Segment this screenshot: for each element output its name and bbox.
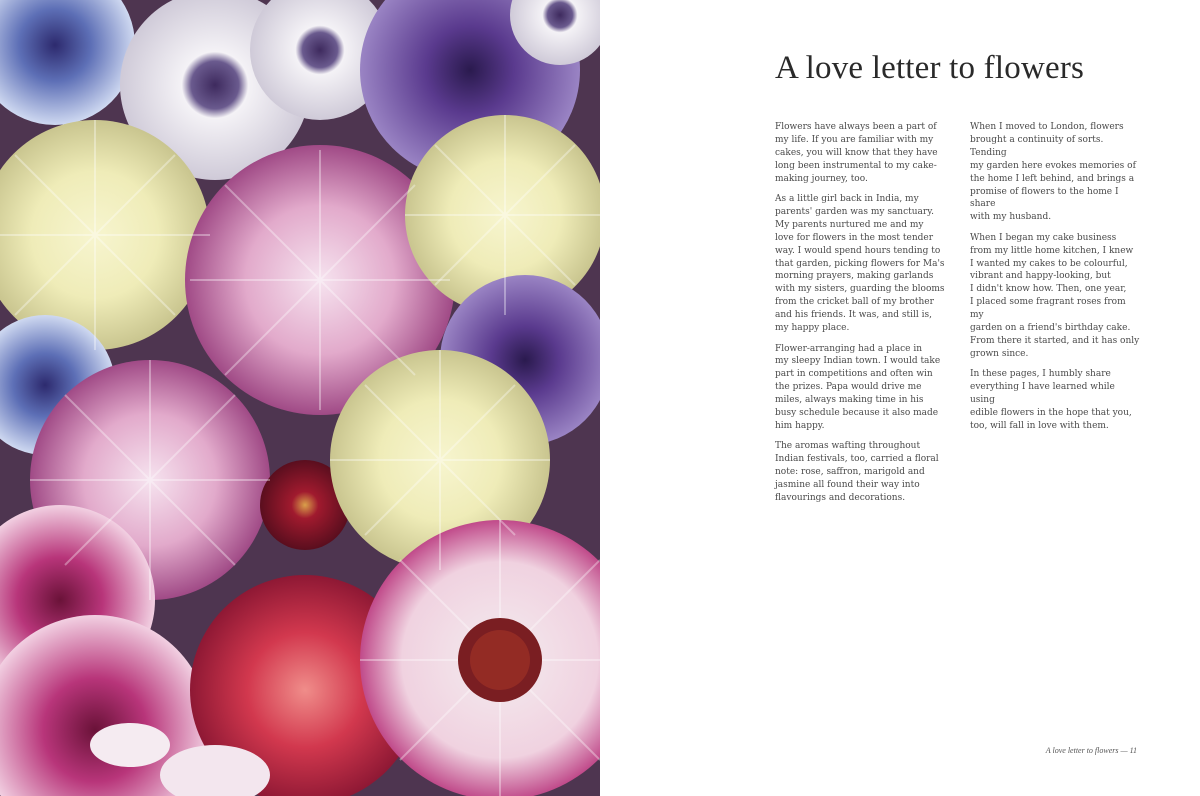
text-column-left <box>775 121 945 512</box>
text-column-right <box>970 121 1140 440</box>
paragraph: Flowers have always been a part of my life. If you are familiar with my cakes, you will know that they have long been instrumental to my cake- making journey, too. <box>775 122 938 184</box>
paragraph: The aromas wafting throughout Indian festivals, too, carried a floral note: rose, saffron, marigold and jasmine all found their way into flavourings and decorations. <box>775 441 939 503</box>
text-page <box>600 0 1200 796</box>
paragraph: In these pages, I humbly share everything I have learned while using edible flowers in the hope that you, too, will fall in love with them. <box>970 369 1132 431</box>
page-title: A love letter to flowers <box>775 50 1085 86</box>
paragraph: Flower-arranging had a place in my sleepy Indian town. I would take part in competitions and often win the prizes. Papa would drive me miles, always making time in his busy schedule because it also made him happy. <box>775 343 941 431</box>
paragraph: When I began my cake business from my little home kitchen, I knew I wanted my cakes to be colourful, vibrant and happy-looking, but I didn't know how. Then, one year, I placed some fragrant roses from my garden on a friend's birthday cake. From there it started, and it has only grown since. <box>970 232 1140 359</box>
paragraph: As a little girl back in India, my parents' garden was my sanctuary. My parents nurtured me and my love for flowers in the most tender way. I would spend hours tending to that garden, picking flowers for Ma's morning prayers, making garlands with my sisters, guarding the blooms from the cricket ball of my brother and his friends. It was, and still is, my happy place. <box>775 194 945 334</box>
paragraph: When I moved to London, flowers brought a continuity of sorts. Tending my garden here evokes memories of the home I left behind, and brings a promise of flowers to the home I share with my husband. <box>970 122 1136 223</box>
page-folio: A love letter to flowers — 11 <box>1045 746 1137 755</box>
